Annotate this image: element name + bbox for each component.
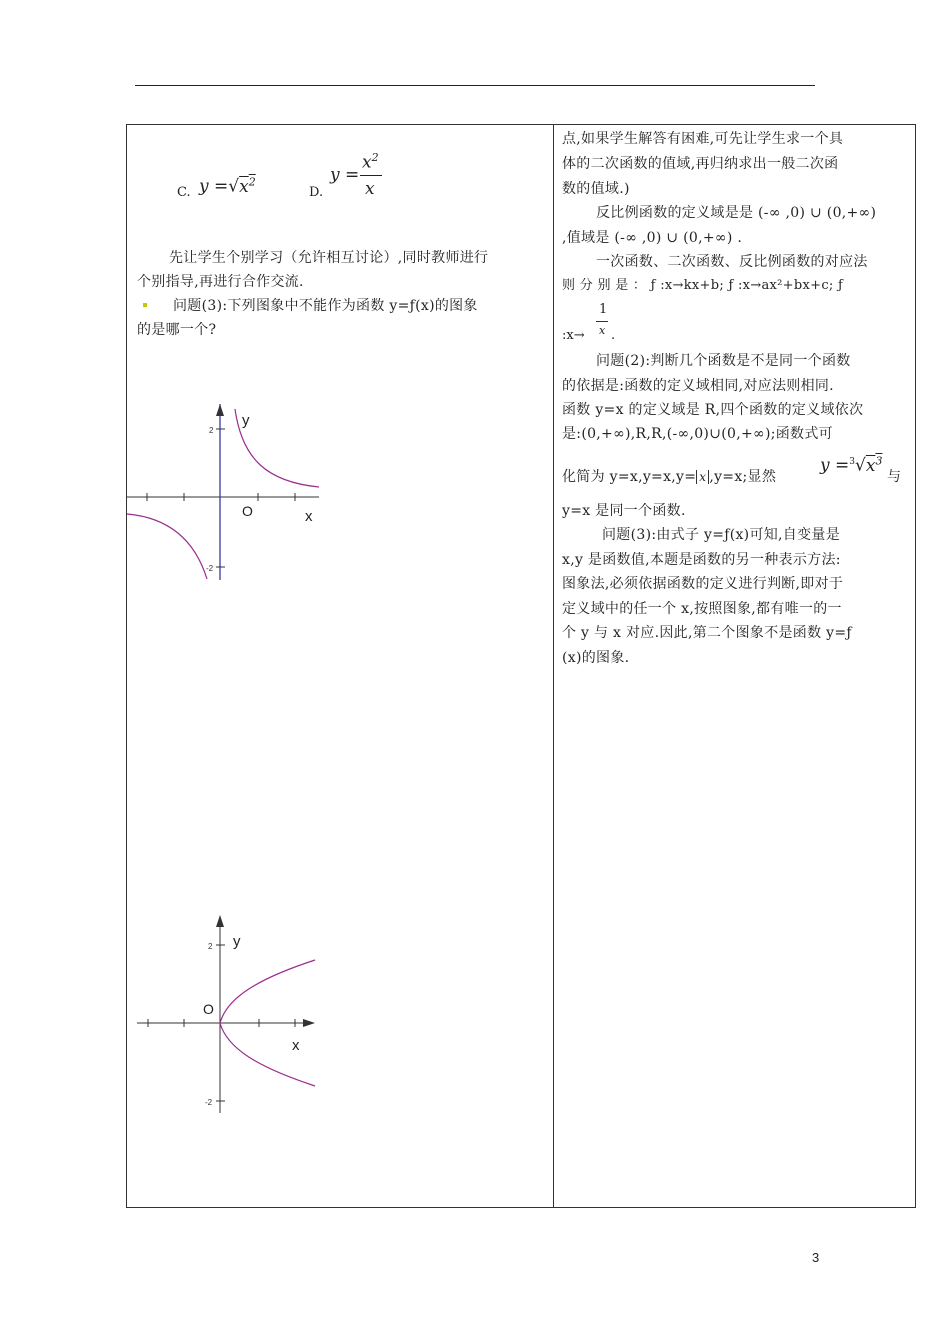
- right-line-9: 问题(2):判断几个函数是不是同一个函数: [596, 353, 851, 369]
- x-axis-label: x: [292, 1037, 300, 1054]
- right-line-5: ,值域是 (-∞ ,0) ∪ (0,+∞) .: [562, 230, 743, 246]
- parabola-upper-branch: [220, 960, 315, 1023]
- right-line-14: y=x 是同一个函数.: [562, 503, 686, 519]
- y-tick-label-top: 2: [209, 426, 214, 435]
- y-tick-label-top: 2: [208, 942, 213, 951]
- reciprocal-fraction-denominator: x: [599, 324, 606, 337]
- right-line-16: x,y 是函数值,本题是函数的另一种表示方法:: [562, 552, 841, 568]
- fraction-bar: [596, 321, 608, 322]
- instruction-line-2: 个别指导,再进行合作交流.: [137, 274, 304, 290]
- right-line-7: 则 分 别 是 ： ƒ :x→kx+b; ƒ :x→ax²+bx+c; ƒ: [562, 278, 844, 293]
- origin-label: O: [242, 503, 253, 519]
- origin-label: O: [203, 1001, 214, 1017]
- right-line-10: 的依据是:函数的定义域相同,对应法则相同.: [562, 378, 834, 394]
- right-line-3: 数的值域.): [562, 181, 630, 197]
- y-axis-label: y: [233, 933, 241, 950]
- right-line-12: 是:(0,+∞),R,R,(-∞,0)∪(0,+∞);函数式可: [562, 426, 833, 442]
- right-line-18: 定义域中的任一个 x,按照图象,都有唯一的一: [562, 601, 842, 617]
- question-3-line-2: 的是哪一个?: [137, 322, 217, 338]
- right-line-8-prefix: :x→: [562, 328, 585, 343]
- x-axis-label: x: [305, 508, 313, 525]
- reciprocal-fraction-numerator: 1: [599, 302, 608, 317]
- parabola-lower-branch: [220, 1023, 315, 1086]
- right-line-19: 个 y 与 x 对应.因此,第二个图象不是函数 y=ƒ: [562, 625, 852, 641]
- question-3-line-1: 问题(3):下列图象中不能作为函数 y=ƒ(x)的图象: [173, 298, 478, 314]
- right-line-13: 化简为 y=x,y=x,y= x ,y=x;显然: [562, 469, 777, 485]
- left-column: C. $y =√x^2$ D. y = $x^2$ x 先让学生个别学习（允许相互讨论）,同时教师进行 个别指导,再进行合作交流. 问题(3):下列图象中不能作为函数 y=ƒ(x)的图象 的是哪一个? 2 -2 y O x 2 -2 y O x: [127, 125, 554, 1208]
- right-line-6: 一次函数、二次函数、反比例函数的对应法: [596, 254, 868, 270]
- cube-root-formula: $y =^3√x^3$: [820, 454, 883, 476]
- right-column: [554, 125, 916, 1208]
- bullet-marker: [143, 303, 147, 307]
- graph-hyperbola: [127, 404, 327, 644]
- instruction-line-1: 先让学生个别学习（允许相互讨论）,同时教师进行: [169, 250, 489, 266]
- y-axis-label: y: [242, 412, 250, 429]
- y-axis-arrow: [216, 404, 224, 416]
- right-line-4: 反比例函数的定义域是是 (-∞ ,0) ∪ (0,+∞): [596, 205, 877, 221]
- y-tick-label-bottom: -2: [206, 564, 214, 573]
- right-line-2: 体的二次函数的值域,再归纳求出一般二次函: [562, 156, 839, 172]
- option-c-label: C.: [177, 185, 191, 200]
- option-d-label: D.: [309, 185, 324, 200]
- graph-sideways-parabola: [127, 913, 327, 1118]
- right-line-13-tail: 与: [887, 469, 902, 485]
- x-axis-arrow: [303, 1019, 315, 1027]
- right-line-17: 图象法,必须依据函数的定义进行判断,即对于: [562, 576, 844, 592]
- right-line-15: 问题(3):由式子 y=ƒ(x)可知,自变量是: [602, 527, 840, 543]
- right-line-8-suffix: .: [611, 328, 616, 343]
- right-line-11: 函数 y=x 的定义域是 R,四个函数的定义域依次: [562, 402, 864, 418]
- y-axis-arrow: [216, 915, 224, 927]
- right-line-20: (x)的图象.: [562, 650, 630, 666]
- right-line-1: 点,如果学生解答有困难,可先让学生求一个具: [562, 131, 844, 147]
- y-tick-label-bottom: -2: [205, 1098, 213, 1107]
- header-rule: [135, 85, 815, 86]
- lesson-table: [126, 124, 916, 1208]
- option-c-formula: $y =√x^2$: [199, 175, 256, 197]
- hyperbola-branch-left: [127, 514, 207, 579]
- page-number: 3: [812, 1250, 820, 1265]
